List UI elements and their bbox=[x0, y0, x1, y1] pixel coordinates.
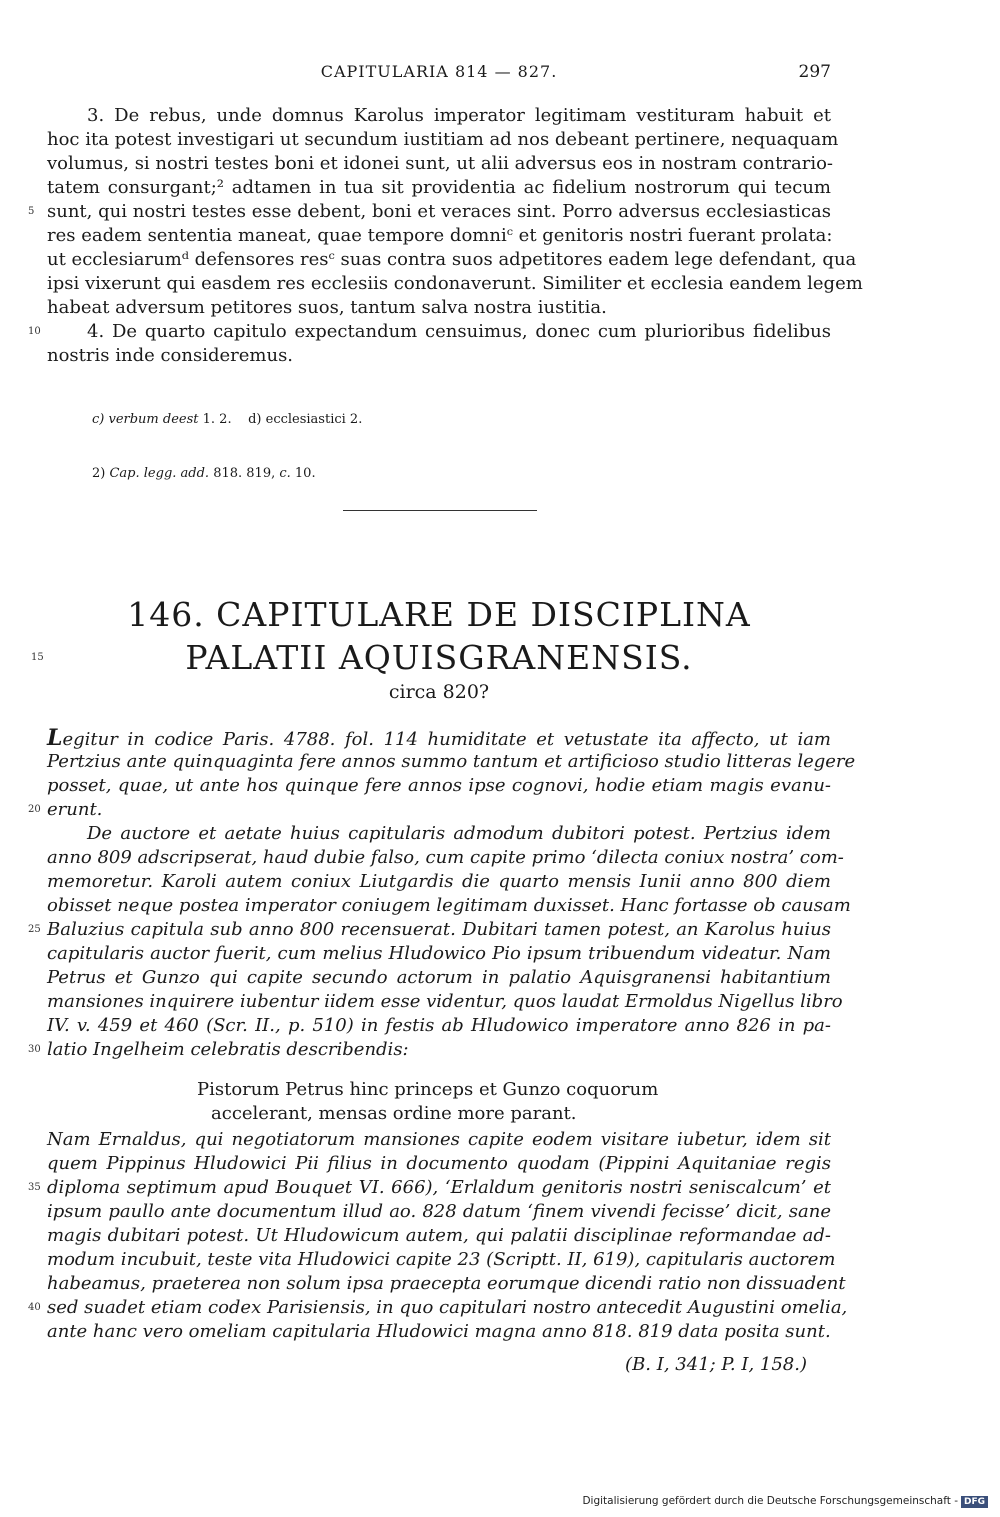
line-text: capitularis auctor fuerit, cum melius Hludowico Pio ipsum tribuendum videatur. Nam bbox=[47, 943, 831, 964]
line-text: Baluzius capitula sub anno 800 recensuerat. Dubitari tamen potest, an Karolus huius bbox=[47, 919, 831, 940]
text-line bbox=[47, 990, 843, 1014]
line-text: ut ecclesiarumᵈ defensores resᶜ suas contra suos adpetitores eadem lege defendant, qua bbox=[47, 249, 857, 270]
line-text: hoc ita potest investigari ut secundum iustitiam ad nos debeant pertinere, nequaquam bbox=[47, 129, 839, 150]
text-line bbox=[28, 1296, 848, 1320]
line-text: obisset neque postea imperator coniugem legitimam duxisset. Hanc fortasse ob causam bbox=[47, 895, 851, 916]
text-line bbox=[47, 152, 831, 176]
line-text: ipsum paullo ante documentum illud ao. 828 datum ‘finem vivendi fecisse’ dicit, sane bbox=[47, 1201, 831, 1222]
introduction-continued bbox=[28, 1128, 848, 1344]
line-number: 20 bbox=[28, 804, 41, 815]
text-line bbox=[28, 1038, 831, 1062]
text-line bbox=[47, 344, 831, 368]
text-line bbox=[47, 1320, 831, 1344]
footer-text: Digitalisierung gefördert durch die Deutsche Forschungsgemeinschaft - bbox=[582, 1495, 958, 1507]
line-text: ante hanc vero omeliam capitularia Hludowici magna anno 818. 819 data posita sunt. bbox=[47, 1321, 831, 1342]
line-text: De auctore et aetate huius capitularis admodum dubitori potest. Pertzius idem bbox=[87, 823, 831, 844]
dfg-logo-icon: DFG bbox=[961, 1496, 988, 1508]
text-line bbox=[28, 918, 831, 942]
line-text: memoretur. Karoli autem coniux Liutgardis die quarto mensis Iunii anno 800 diem bbox=[47, 871, 831, 892]
text-line bbox=[47, 966, 831, 990]
line-text: tatem consurgant;² adtamen in tua sit providentia ac fidelium nostrorum qui tecum bbox=[47, 177, 831, 198]
text-line bbox=[47, 104, 831, 128]
line-number: 40 bbox=[28, 1302, 41, 1313]
text-line bbox=[47, 750, 856, 774]
line-number: 15 bbox=[31, 652, 44, 663]
line-number: 25 bbox=[28, 924, 41, 935]
text-line bbox=[47, 822, 831, 846]
line-text: sed suadet etiam codex Parisiensis, in quo capitulari nostro antecedit Augustini omelia, bbox=[47, 1297, 848, 1318]
text-line bbox=[47, 296, 831, 320]
line-text: mansiones inquirere iubentur iidem esse videntur, quos laudat Ermoldus Nigellus libro bbox=[47, 991, 843, 1012]
text-line bbox=[47, 224, 831, 248]
text-line bbox=[47, 894, 851, 918]
text-line bbox=[47, 1272, 846, 1296]
line-text: res eadem sententia maneat, quae tempore domniᶜ et genitoris nostri fuerant prolata: bbox=[47, 225, 833, 246]
verse-line: Pistorum Petrus hinc princeps et Gunzo coquorum bbox=[197, 1079, 659, 1100]
chapter-title-line-1: 146. CAPITULARE DE DISCIPLINA bbox=[127, 595, 751, 634]
text-line bbox=[47, 1152, 831, 1176]
line-text: Pertzius ante quinquaginta fere annos summo tantum et artificioso studio litteras legere bbox=[47, 751, 856, 772]
main-text-block bbox=[28, 104, 863, 368]
line-text: ipsi vixerunt qui easdem res ecclesiis condonaverunt. Similiter et ecclesia eandem legem bbox=[47, 273, 863, 294]
line-number: 5 bbox=[28, 206, 35, 217]
text-line bbox=[47, 870, 831, 894]
line-text: quem Pippinus Hludowici Pii filius in documento quodam (Pippini Aquitaniae regis bbox=[47, 1153, 831, 1174]
text-line bbox=[47, 176, 831, 200]
line-text: 3. De rebus, unde domnus Karolus imperator legitimam vestituram habuit et bbox=[87, 105, 831, 126]
line-text: posset, quae, ut ante hos quinque fere annos ipse cognovi, hodie etiam magis evanu- bbox=[47, 775, 831, 796]
text-line bbox=[28, 798, 831, 822]
line-text: habeat adversum petitores suos, tantum salva nostra iustitia. bbox=[47, 297, 607, 318]
text-line bbox=[47, 774, 831, 798]
text-line bbox=[47, 248, 857, 272]
line-text: magis dubitari potest. Ut Hludowicum autem, qui palatii disciplinae reformandae ad- bbox=[47, 1225, 831, 1246]
text-line bbox=[47, 1224, 831, 1248]
footnote-critical: c) verbum deest 1. 2. d) ecclesiastici 2. bbox=[92, 412, 363, 427]
text-line bbox=[47, 1248, 836, 1272]
line-text: anno 809 adscripserat, haud dubie falso, cum capite primo ‘dilecta coniux nostra’ com- bbox=[47, 847, 844, 868]
introduction-block bbox=[28, 725, 856, 1062]
source-reference: (B. I, 341; P. I, 158.) bbox=[625, 1354, 807, 1375]
text-line bbox=[28, 320, 831, 344]
chapter-date: circa 820? bbox=[388, 681, 490, 703]
running-title: CAPITULARIA 814 — 827. bbox=[320, 62, 558, 81]
verse-line: accelerant, mensas ordine more parant. bbox=[211, 1103, 577, 1124]
line-text: sunt, qui nostri testes esse debent, boni et veraces sint. Porro adversus ecclesiasticas bbox=[47, 201, 831, 222]
text-line bbox=[47, 272, 863, 296]
line-text: Nam Ernaldus, qui negotiatorum mansiones capite eodem visitare iubetur, idem sit bbox=[47, 1129, 831, 1150]
line-text: Petrus et Gunzo qui capite secundo actorum in palatio Aquisgranensi habitantium bbox=[47, 967, 831, 988]
text-line bbox=[47, 1128, 831, 1152]
line-text: Legitur in codice Paris. 4788. fol. 114 humiditate et vetustate ita affecto, ut iam bbox=[47, 725, 831, 751]
line-text: 4. De quarto capitulo expectandum censuimus, donec cum plurioribus fidelibus bbox=[87, 321, 831, 342]
text-line bbox=[28, 200, 831, 224]
text-line bbox=[47, 1200, 831, 1224]
section-divider bbox=[343, 510, 537, 511]
line-text: erunt. bbox=[47, 799, 103, 820]
line-text: volumus, si nostri testes boni et idonei sunt, ut alii adversus eos in nostram contrario- bbox=[47, 153, 833, 174]
text-line bbox=[47, 128, 839, 152]
line-text: modum incubuit, teste vita Hludowici capite 23 (Scriptt. II, 619), capitularis auctorem bbox=[47, 1249, 836, 1270]
text-line bbox=[47, 726, 831, 750]
line-number: 10 bbox=[28, 326, 41, 337]
line-text: habeamus, praeterea non solum ipsa praecepta eorumque dicendi ratio non dissuadent bbox=[47, 1273, 846, 1294]
footnote-source: 2) Cap. legg. add. 818. 819, c. 10. bbox=[92, 466, 316, 481]
page-number: 297 bbox=[798, 62, 831, 82]
text-line bbox=[47, 942, 831, 966]
line-number: 35 bbox=[28, 1182, 41, 1193]
chapter-title-line-2: PALATII AQUISGRANENSIS. bbox=[185, 638, 693, 677]
text-line bbox=[28, 1176, 831, 1200]
text-line bbox=[47, 846, 844, 870]
running-head bbox=[47, 62, 831, 84]
line-text: nostris inde consideremus. bbox=[47, 345, 294, 366]
text-line bbox=[47, 1014, 831, 1038]
line-text: latio Ingelheim celebratis describendis: bbox=[47, 1039, 409, 1060]
footer-credit bbox=[582, 1495, 988, 1508]
line-text: diploma septimum apud Bouquet VI. 666), ‘Erlaldum genitoris nostri seniscalcum’ et bbox=[47, 1177, 831, 1198]
verse-quotation bbox=[47, 1078, 831, 1126]
line-text: IV. v. 459 et 460 (Scr. II., p. 510) in festis ab Hludowico imperatore anno 826 in pa- bbox=[47, 1015, 831, 1036]
line-number: 30 bbox=[28, 1044, 41, 1055]
